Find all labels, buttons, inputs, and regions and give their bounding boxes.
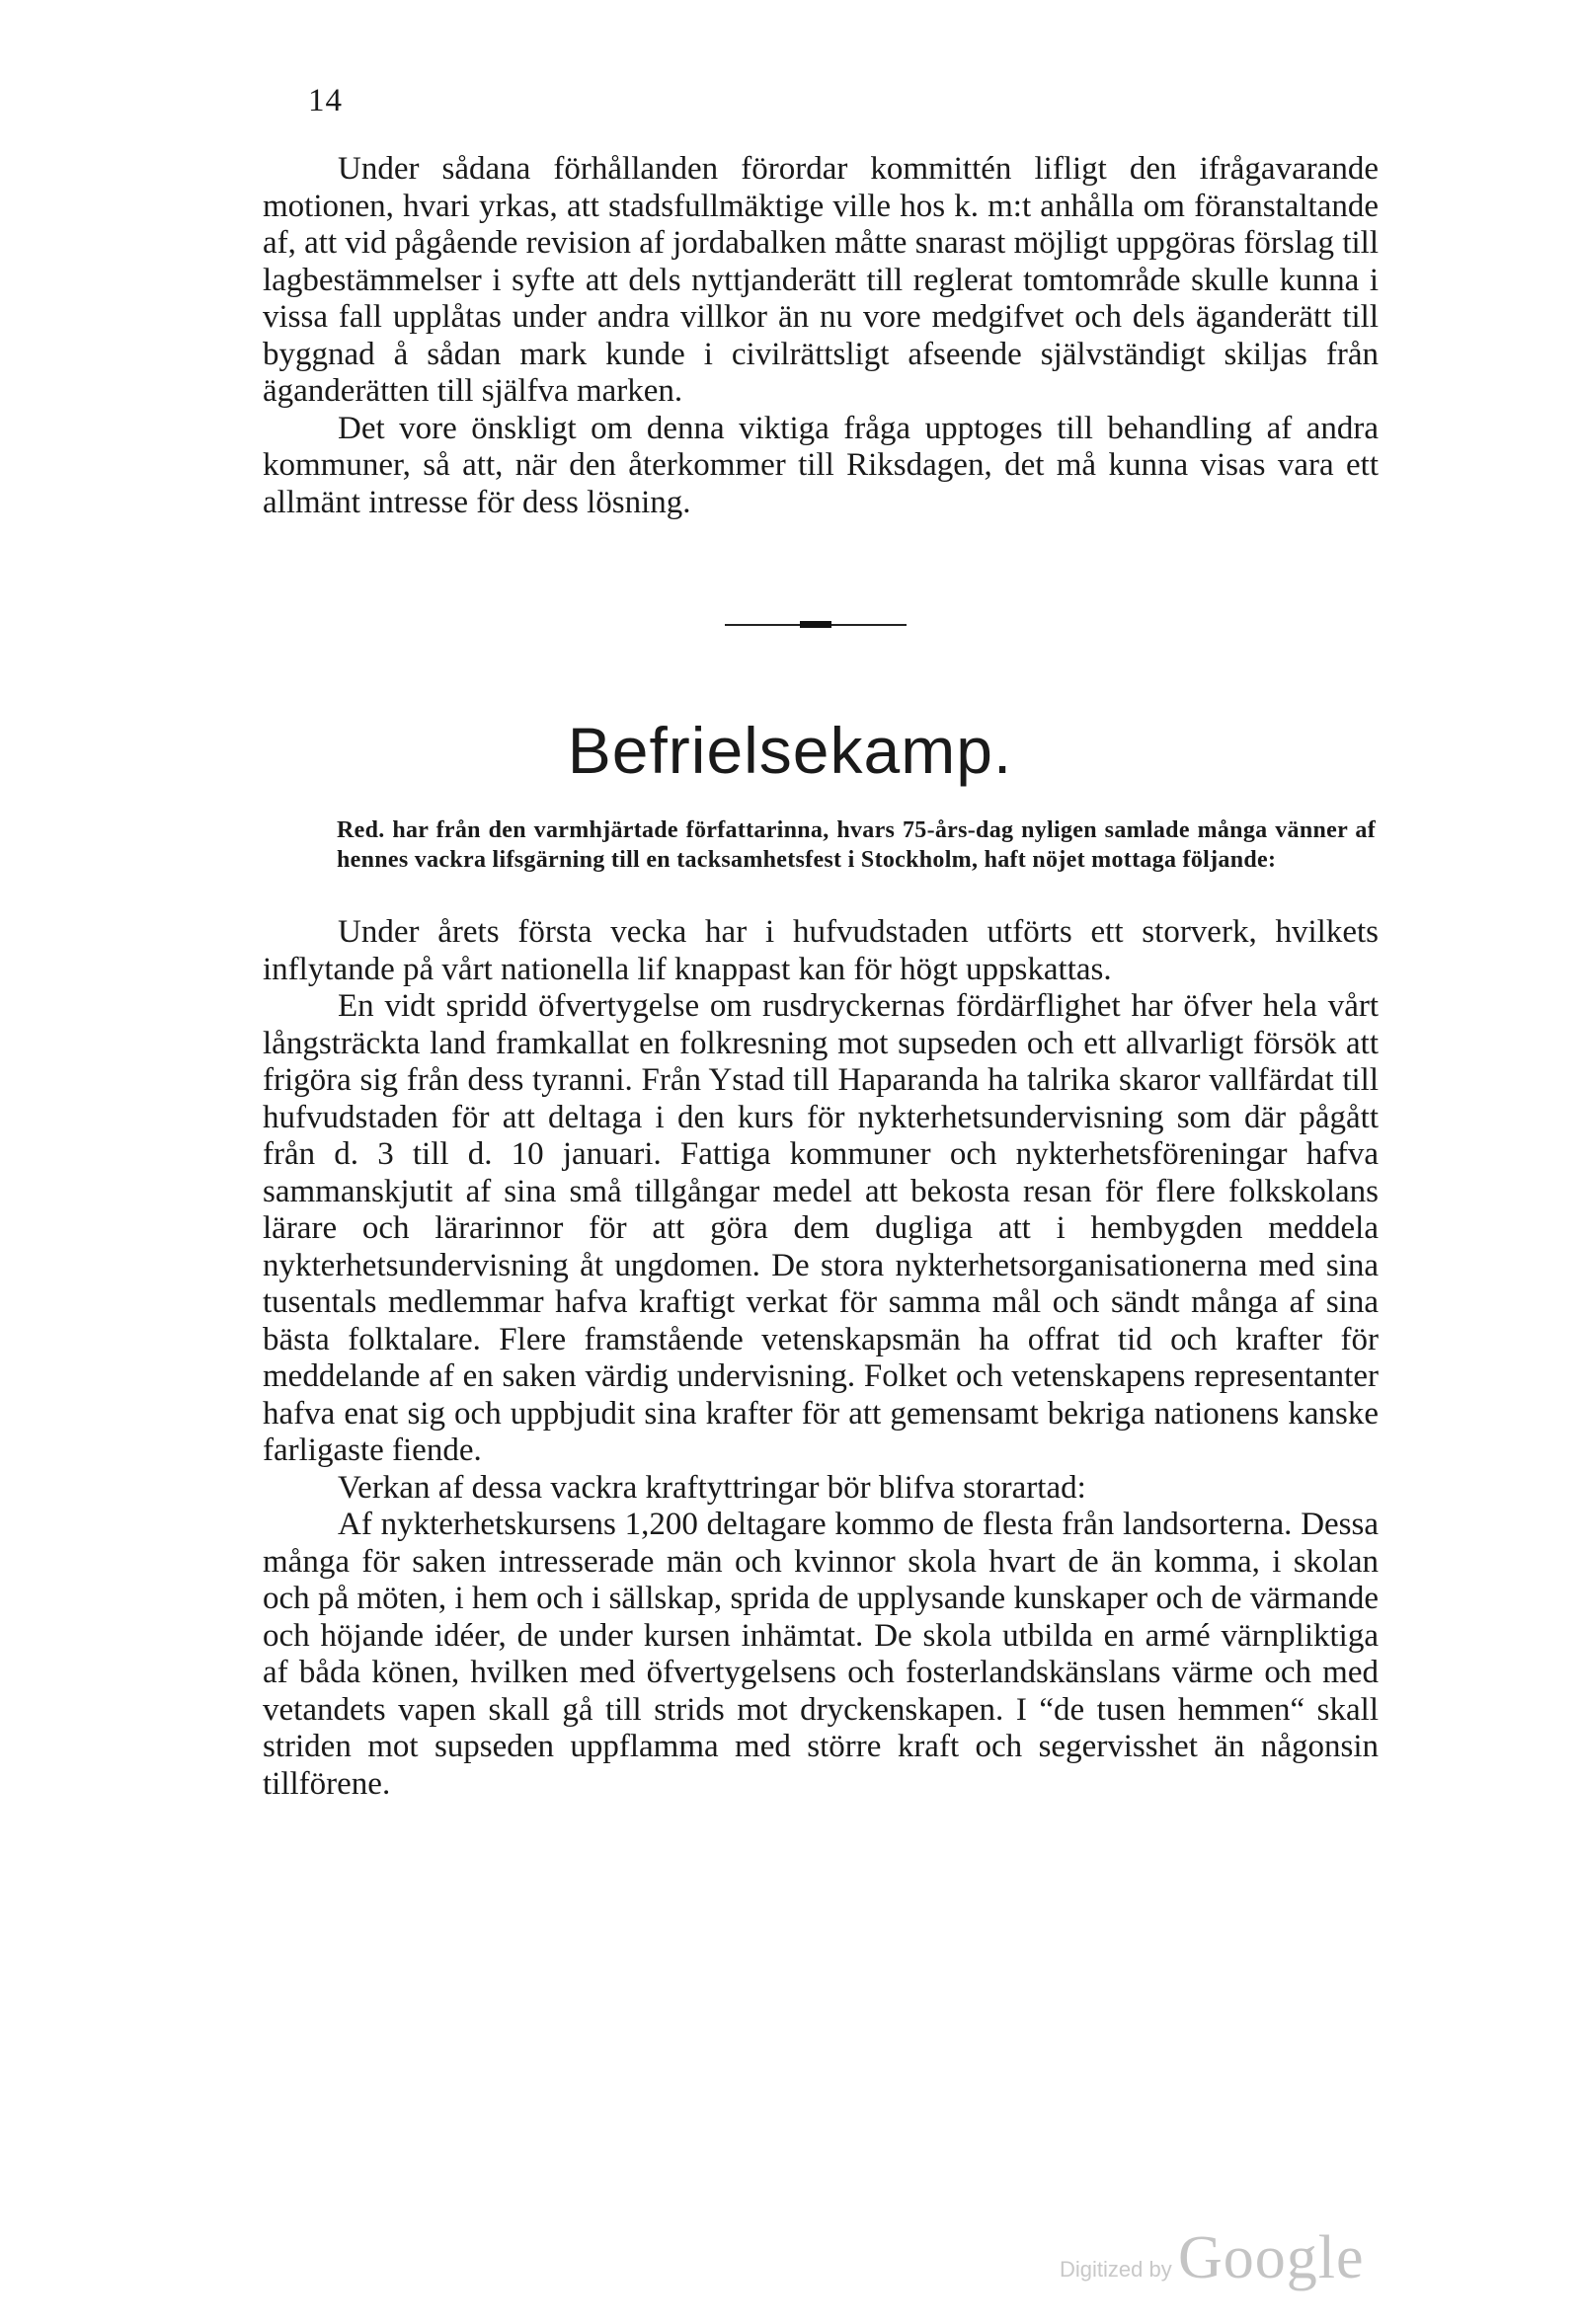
page-number: 14 <box>308 83 343 118</box>
paragraph: Verkan af dessa vackra kraftyttringar bör blifva storartad: <box>338 1469 1086 1506</box>
paragraph: Under årets första vecka har i hufvudstaden utförts ett storverk, hvilkets inflytande på vårt nationella lif knappast kan för högt uppskattas. <box>263 914 1379 987</box>
intro-text-block <box>263 151 1379 521</box>
paragraph: Det vore önskligt om denna viktiga fråga upptoges till behandling af andra kommuner, så att, när den återkommer till Riksdagen, det må kunna visas vara ett allmänt intresse för dess lösning. <box>263 410 1379 520</box>
paragraph: Af nykterhetskursens 1,200 deltagare kommo de flesta från landsorterna. Dessa många för saken intresserade män och kvinnor skola hvart de än komma, i skolan och på möten, i hem och i sällskap, sprida de upplysande kunskaper och de värmande och höjande idéer, de under kursen inhämtat. De skola utbilda en armé värnpliktiga af båda könen, hvilken med öfvertygelsens och fosterlandskänslans värme och med vetandets vapen skall gå till strids mot dryckenskapen. I “de tusen hemmen“ skall striden mot supseden uppflamma med större kraft och segervisshet än någonsin tillförene. <box>263 1507 1379 1802</box>
section-divider-ornament <box>800 621 831 628</box>
paragraph: En vidt spridd öfvertygelse om rusdryckernas fördärflighet har öfver hela vårt långsträckta land framkallat en folkresning mot supseden och ett allvarligt försök att frigöra sig från dess tyranni. Från Ystad till Haparanda ha talrika skaror vallfärdat till hufvudstaden för att deltaga i den kurs för nykterhetsundervisning som där pågått från d. 3 till d. 10 januari. Fattiga kommuner och nykterhetsföreningar hafva sammanskjutit af sina små tillgångar medel att bekosta resan för flere folkskolans lärare och lärarinnor för att göra dem dugliga att i hembygden meddela nykterhetsundervisning åt ungdomen. De stora nykterhetsorganisationerna med sina tusentals medlemmar hafva kraftigt verkat för samma mål och sändt många af sina bästa folktalare. Flere framstående vetenskapsmän ha offrat tid och krafter för meddelande af en saken värdig undervisning. Folket och vetenskapens representanter hafva enat sig och uppbjudit sina krafter för att gemensamt bekriga nationens kanske farligaste fiende. <box>263 988 1379 1468</box>
section-title: Befrielsekamp. <box>567 714 1013 787</box>
article-text-block <box>263 914 1379 1803</box>
paragraph: Under sådana förhållanden förordar kommittén lifligt den ifrågavarande motionen, hvari yrkas, att stadsfullmäktige ville hos k. m:t anhålla om föranstaltande af, att vid pågående revision af jordabalken måtte snarast möjligt uppgöras förslag till lagbestämmelser i syfte att dels nyttjanderätt till reglerat tomtområde skulle kunna i vissa fall upplåtas under andra villkor än nu vore medgifvet och dels äganderätt till byggnad å sådan mark kunde i civilrättsligt afseende självständigt skiljas från äganderätten till själfva marken. <box>263 151 1379 409</box>
editor-note: Red. har från den varmhjärtade författarinna, hvars 75-års-dag nyligen samlade många vänner af hennes vackra lifsgärning till en tacksamhetsfest i Stockholm, haft nöjet mottaga följande: <box>337 817 1376 873</box>
google-watermark: Google <box>1178 2224 1365 2291</box>
digitized-by-label: Digitized by <box>1060 2257 1172 2282</box>
